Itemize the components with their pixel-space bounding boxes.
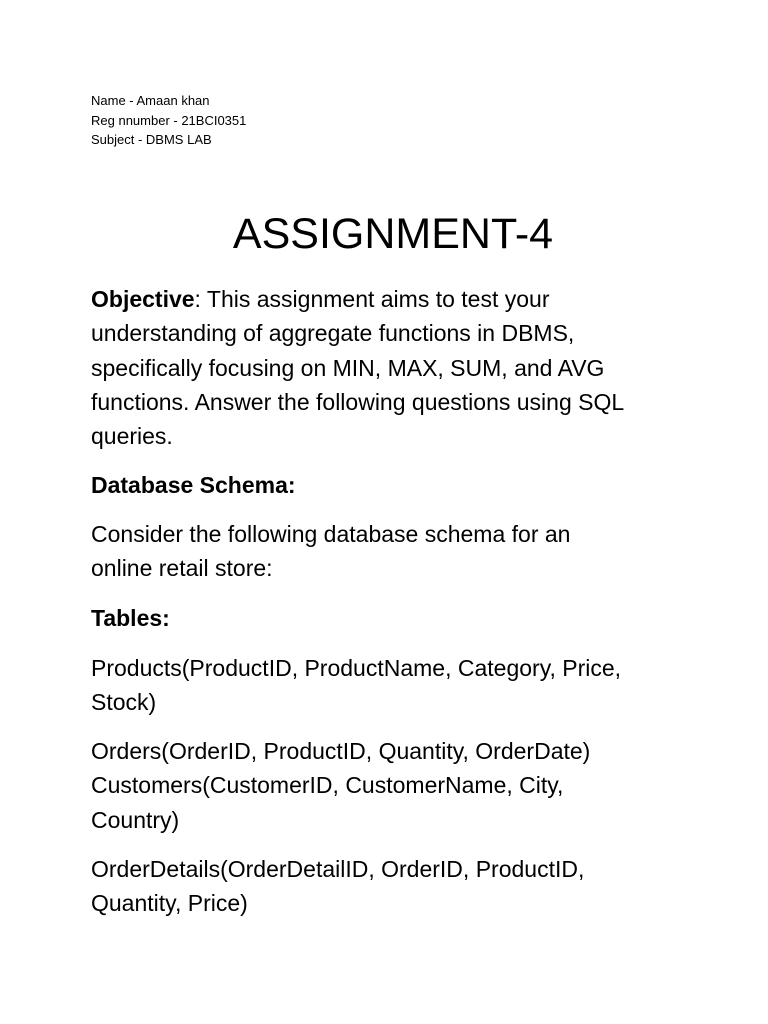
page-title: ASSIGNMENT-4 (232, 210, 554, 258)
objective-paragraph (91, 282, 691, 453)
schema-intro (91, 517, 691, 586)
customers-line-1: Customers(CustomerID, CustomerName, City, (91, 772, 564, 799)
student-info (91, 91, 246, 150)
subject: Subject - DBMS LAB (91, 132, 212, 147)
orders-line: Orders(OrderID, ProductID, Quantity, OrderDate) (91, 738, 591, 764)
schema-heading: Database Schema: (91, 472, 296, 498)
schema-intro-line-1: Consider the following database schema for an (91, 521, 571, 547)
order-details-line-1: OrderDetails(OrderDetailID, OrderID, ProductID, (91, 856, 585, 882)
objective-line-1: : This assignment aims to test your (194, 286, 550, 312)
objective-label: Objective (91, 286, 195, 312)
objective-line-3: specifically focusing on MIN, MAX, SUM, and AVG (91, 354, 605, 381)
customers-line-2: Country) (91, 806, 180, 833)
products-line-2: Stock) (91, 689, 157, 716)
registration-number: Reg nnumber - 21BCI0351 (91, 112, 247, 128)
products-table (91, 651, 691, 720)
objective-line-5: queries. (91, 423, 173, 450)
student-name: Name - Amaan khan (91, 93, 210, 108)
orders-customers-tables (91, 734, 691, 837)
objective-line-2: understanding of aggregate functions in DBMS, (91, 320, 575, 347)
objective-line-4: functions. Answer the following questions using SQL (91, 388, 625, 415)
products-line-1: Products(ProductID, ProductName, Category, Price, (91, 655, 622, 681)
order-details-table (91, 852, 691, 921)
schema-intro-line-2: online retail store: (91, 555, 273, 582)
tables-heading: Tables: (91, 605, 170, 631)
order-details-line-2: Quantity, Price) (91, 890, 248, 917)
